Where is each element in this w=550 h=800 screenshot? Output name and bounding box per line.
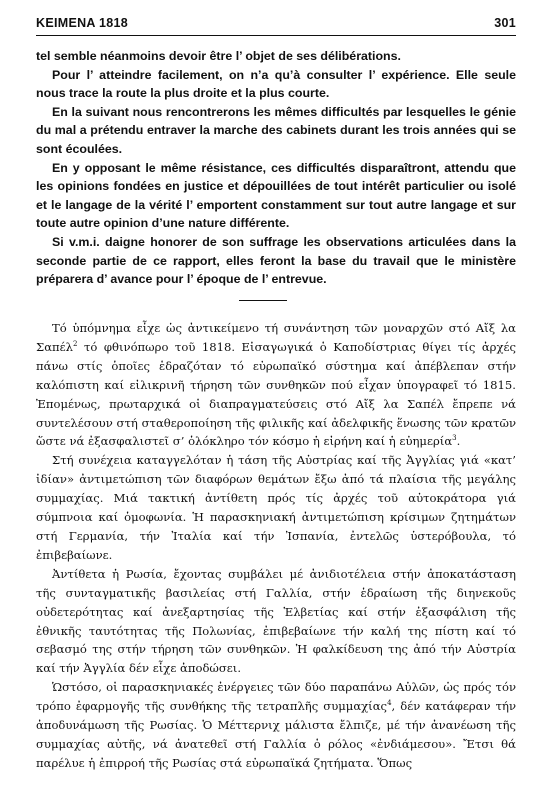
french-paragraph: tel semble néanmoins devoir être l’ objet de ses délibérations.: [36, 49, 401, 63]
footnote-marker: 2: [73, 340, 78, 349]
header-rule: [36, 35, 516, 36]
french-text-block: [36, 47, 516, 289]
french-paragraph: En la suivant nous rencontrerons les mêmes difficultés par lesquelles le génie du mal a prétendu entraver la marche des cabinets durant les trois années qui se sont écoulées.: [36, 104, 516, 156]
running-header: [36, 12, 516, 36]
french-paragraph: En y opposant le même résistance, ces difficultés disparaîtront, attendu que les opinions fondées en justice et dépouillées de tout intérêt particulier ou isolé et le langage de la vérité l’ emportent constamment sur tout autre langage et sur toute autre opinion d’une nature différente.: [36, 160, 516, 231]
greek-paragraph: Στή συνέχεια καταγγελόταν ἡ τάση τῆς Αὐστρίας καί τῆς Ἀγγλίας γιά «κατ’ ἰδίαν» ἀντιμετώπιση τῶν διαφόρων θεμάτων ἔξω ἀπό τά πλαίσια τῆς μεγάλης συμμαχίας. Μιά τακτική ἀντίθετη πρός τίς ἀρχές τοῦ αὐτοκράτορα γιά σύμπνοια καί ὁμοφωνία. Ἡ παρασκηνιακή ἀντιμετώπιση κρίσιμων ζητημάτων στή Γερμανία, τήν Ἰταλία καί τήν Ἰσπανία, ἐντελῶς ὑστερόβουλα, τό ἐπιβεβαίωνε.: [36, 453, 516, 562]
paragraph-text: τό φθινόπωρο τοῦ 1818. Εἰσαγωγικά ὁ Καποδίστριας θίγει τίς ἀρχές πάνω στίς ὁποῖες ἑδραζόταν τό εὐρωπαϊκό σύστημα καί ἀπέβλεπαν στήν καλόπιστη καί εἰλικρινῆ τήρηση τῶν συνθηκῶν πού εἶχαν ὑπογραφεῖ τό 1815. Ἐπομένως, πρωταρχικά οἱ διαπραγματεύσεις στό Αἴξ λα Σαπέλ ἔπρεπε νά συντελέσουν στή σταθεροποίηση τῆς φιλικῆς καί ἀδελφικῆς ἕνωσης τῶν κρατῶν ὥστε νά ἐξασφαλιστεῖ σ’ ὁλόκληρο τόν κόσμο ἡ εἰρήνη καί ἡ εὐημερία: [36, 339, 516, 449]
running-title: KEIMENA 1818: [36, 16, 129, 30]
footnote-marker: 4: [387, 699, 392, 708]
greek-commentary-block: [36, 319, 516, 773]
greek-paragraph: [36, 678, 516, 773]
footnote-marker: 3: [452, 434, 457, 443]
french-paragraph: Si v.m.i. daigne honorer de son suffrage les observations articulées dans la seconde partie de ce rapport, elles feront la base du travail que le ministère préparera d’ avance pour l’ époque de l’ entrevue.: [36, 234, 516, 287]
french-paragraph: Pour l’ atteindre facilement, on n’a qu’à consulter l’ expérience. Elle seule nous trace la route la plus droite et la plus courte.: [36, 67, 516, 101]
paragraph-text: Ὡστόσο, οἱ παρασκηνιακές ἐνέργειες τῶν δύο παραπάνω Αὐλῶν, ὡς πρός τόν τρόπο ἐφαρμογῆς τῆς συνθήκης τῆς τετραπλῆς συμμαχίας: [36, 680, 516, 714]
section-separator: [239, 300, 287, 301]
page-number: 301: [494, 16, 516, 30]
paragraph-text: , δέν κατάφεραν τήν ἀποδυνάμωση τῆς Ρωσίας. Ὁ Μέττερνιχ μάλιστα ἔλπιζε, μέ τήν ἀνανέωση τῆς συμμαχίας αὐτῆς, νά ἀνατεθεῖ στή Γαλλία ὁ ρόλος «ἐνδιάμεσου». Ἔτσι θά παρέλυε ἡ ἐπιρροή τῆς Ρωσίας στά εὐρωπαϊκά ζητήματα. Ὅπως: [36, 699, 516, 770]
paragraph-text: Τό ὑπόμνημα εἶχε ὡς ἀντικείμενο τή συνάντηση τῶν μοναρχῶν στό Αἴξ λα Σαπέλ: [36, 321, 516, 354]
greek-paragraph: Ἀντίθετα ἡ Ρωσία, ἔχοντας συμβάλει μέ ἀνιδιοτέλεια στήν ἀποκατάσταση τῆς συνταγματικῆς βασιλείας στή Γαλλία, στήν ἑδραίωση τῆς διηνεκοῦς οὐδετερότητας καί ἀνεξαρτησίας τῆς Ἑλβετίας καί στήν ἐξασφάλιση τῆς ἐθνικῆς ταυτότητας τῆς Πολωνίας, ἐπιβεβαίωνε τήν καλή της πίστη καί τό σεβασμό της στήν τήρηση τῶν συνθηκῶν. Ἡ φαλκίδευση της ἀπό τήν Αὐστρία καί τήν Ἀγγλία δέν εἶχε ἀποδώσει.: [36, 566, 516, 676]
greek-paragraph: [36, 319, 516, 451]
paragraph-text: .: [456, 434, 461, 449]
